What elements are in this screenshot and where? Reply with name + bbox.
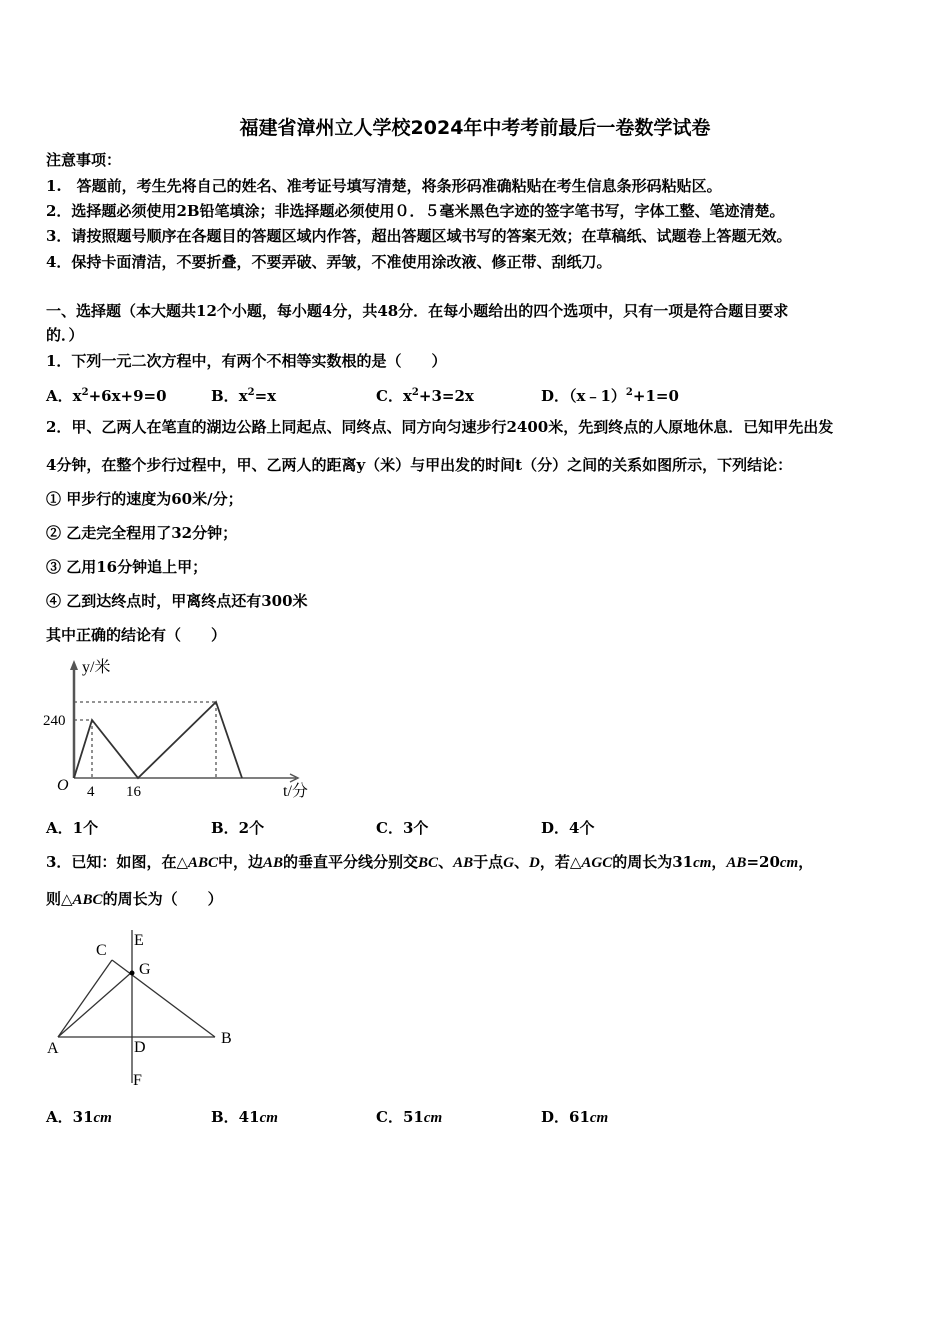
origin-label: O — [57, 777, 69, 794]
math-symbol: AB — [726, 855, 747, 871]
x-axis-label: t/分 — [283, 783, 308, 800]
y-tick-240: 240 — [43, 713, 66, 729]
stem-text: 则△ — [46, 890, 73, 908]
math-symbol: G — [503, 855, 514, 871]
label-a: A — [47, 1040, 59, 1057]
q3-stem-line1 — [46, 852, 813, 873]
q2-claim: ② 乙走完全程用了32分钟； — [46, 524, 238, 542]
note-item: 3．请按照题号顺序在各题目的答题区域内作答，超出答题区域书写的答案无效；在草稿纸、试题卷上答题无效。 — [46, 227, 792, 245]
q3-option-a: A．31cm — [46, 1108, 112, 1126]
math-symbol: BC — [418, 855, 439, 871]
notes-heading: 注意事项： — [46, 151, 122, 169]
note-item: 1. 答题前，考生先将自己的姓名、准考证号填写清楚，将条形码准确粘贴在考生信息条形码粘贴区。 — [46, 177, 722, 195]
note-item: 2．选择题必须使用2B铅笔填涂；非选择题必须使用０．５毫米黑色字迹的签字笔书写，字体工整、笔迹清楚。 — [46, 202, 785, 220]
q1-option-c: C．$x^2+3=2x$ — [376, 387, 474, 405]
x-tick-4: 4 — [87, 784, 95, 800]
stem-text: 、 — [438, 853, 454, 871]
math-symbol: D — [528, 855, 540, 871]
note-item: 4．保持卡面清洁，不要折叠，不要弄破、弄皱，不准使用涂改液、修正带、刮纸刀。 — [46, 253, 612, 271]
q1-option-d: D．（x﹣1）$^2$+1=0 — [541, 387, 679, 405]
math-symbol: ABC — [187, 855, 218, 871]
q1-stem: 1．下列一元二次方程中，有两个不相等实数根的是（ ） — [46, 352, 447, 370]
label-b: B — [221, 1030, 232, 1047]
q1-option-b: B．$x^2=x$ — [211, 387, 277, 405]
math-symbol: AB — [453, 855, 474, 871]
stem-text: =20 — [746, 853, 780, 871]
page-title: 福建省漳州立人学校2024年中考考前最后一卷数学试卷 — [239, 117, 711, 139]
distance-line — [74, 702, 242, 778]
q2-claim: ③ 乙用16分钟追上甲； — [46, 558, 208, 576]
stem-text: ， — [711, 853, 727, 871]
x-tick-16: 16 — [126, 784, 141, 800]
q3-stem-line2 — [46, 889, 223, 910]
label-c: C — [96, 942, 107, 959]
q2-option-b: B．2个 — [211, 819, 265, 837]
math-symbol: cm — [693, 855, 712, 871]
segment-ag — [58, 972, 132, 1037]
section-heading-cont: 的．） — [46, 326, 84, 344]
q1-option-a: A．$x^2+6x+9=0$ — [46, 387, 167, 405]
q3-option-b: B．41cm — [211, 1108, 278, 1126]
stem-text: 3．已知：如图，在△ — [46, 853, 188, 871]
stem-text: 的周长为31 — [612, 853, 694, 871]
q2-option-a: A．1个 — [46, 819, 99, 837]
y-axis-label: y/米 — [82, 659, 111, 676]
q2-stem-line1: 2．甲、乙两人在笔直的湖边公路上同起点、同终点、同方向匀速步行2400米，先到终点的人原地休息．已知甲先出发 — [46, 418, 834, 436]
stem-text: 于点 — [473, 853, 504, 871]
segment-ac — [58, 960, 112, 1037]
math-symbol: cm — [779, 855, 799, 871]
stem-text: ， — [798, 853, 814, 871]
q2-claim: ① 甲步行的速度为60米/分； — [46, 490, 243, 508]
point-g — [130, 971, 135, 976]
q2-option-c: C．3个 — [376, 819, 429, 837]
q3-option-d: D．61cm — [541, 1108, 609, 1126]
label-e: E — [134, 932, 144, 949]
q2-stem-line2: 4分钟，在整个步行过程中，甲、乙两人的距离y（米）与甲出发的时间t（分）之间的关系如图所示，下列结论： — [46, 456, 793, 474]
segment-cb — [112, 960, 215, 1037]
q2-option-d: D．4个 — [541, 819, 595, 837]
stem-text: 、 — [513, 853, 529, 871]
label-d: D — [134, 1039, 146, 1056]
stem-text: ，若△ — [539, 853, 582, 871]
label-g: G — [139, 961, 151, 978]
stem-text: 的垂直平分线分别交 — [283, 853, 419, 871]
q2-claim: ④ 乙到达终点时，甲离终点还有300米 — [46, 592, 308, 610]
stem-text: 的周长为（ ） — [102, 890, 223, 908]
section-heading: 一、选择题（本大题共12个小题，每小题4分，共48分．在每小题给出的四个选项中，只有一项是符合题目要求 — [46, 302, 789, 320]
q2-ask: 其中正确的结论有（ ） — [46, 626, 227, 644]
y-axis-arrow-icon — [70, 660, 78, 670]
math-symbol: ABC — [72, 892, 103, 908]
stem-text: 中，边 — [218, 853, 264, 871]
math-symbol: AGC — [581, 855, 613, 871]
triangle-figure — [40, 925, 250, 1090]
label-f: F — [133, 1072, 142, 1089]
distance-time-graph — [40, 650, 330, 810]
q3-option-c: C．51cm — [376, 1108, 443, 1126]
math-symbol: AB — [263, 855, 284, 871]
